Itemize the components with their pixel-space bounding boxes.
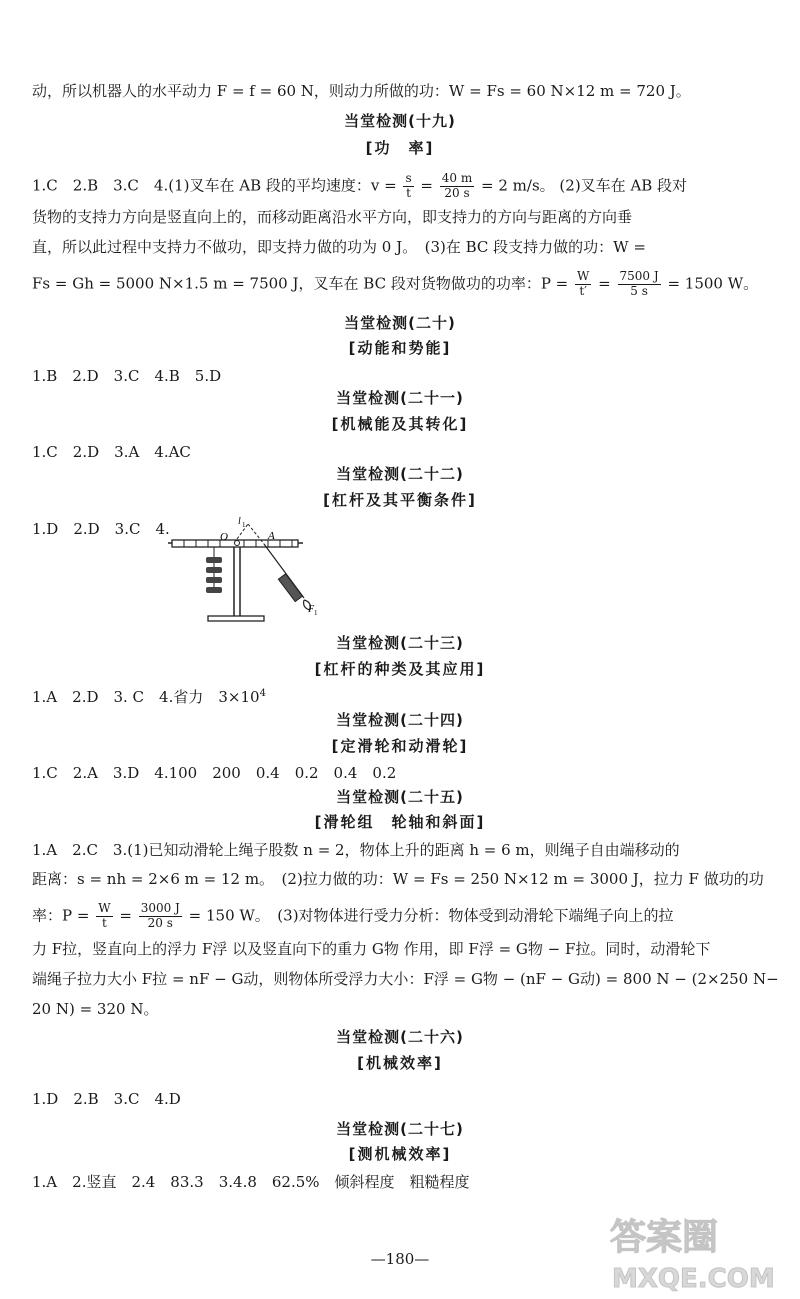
section-19-line-3: 直，所以此过程中支持力不做功，即支持力做的功为 0 J。 (3)在 BC 段支持力做的功：W = — [32, 238, 646, 256]
fraction-w-over-t — [575, 270, 591, 299]
label-a: A — [268, 530, 275, 542]
text-segment: 率：P = — [32, 906, 90, 925]
fraction-denominator: 20 s — [444, 185, 470, 200]
section-subtitle-24: [定滑轮和动滑轮] — [331, 737, 469, 755]
section-title-19: 当堂检测(十九) — [344, 112, 456, 130]
label-l-sub: 1 — [242, 521, 246, 529]
fraction-3000j-over-20s — [139, 902, 182, 931]
svg-text:MXQE.COM: MXQE.COM — [612, 1264, 775, 1294]
section-subtitle-23: [杠杆的种类及其应用] — [314, 660, 486, 678]
text-segment: = 150 W。 (3)对物体进行受力分析：物体受到动滑轮下端绳子向上的拉 — [188, 906, 674, 925]
fraction-denominator: t — [101, 915, 107, 930]
text-segment: 1.C 2.B 3.C 4.(1)叉车在 AB 段的平均速度：v = — [32, 176, 397, 195]
fraction-40m-over-20s — [440, 172, 474, 201]
lever-diagram — [168, 512, 338, 627]
section-19-line-4 — [32, 270, 760, 299]
section-24-answers: 1.C 2.A 3.D 4.100 200 0.4 0.2 0.4 0.2 — [32, 764, 397, 782]
section-19-line-1 — [32, 172, 760, 201]
section-title-22: 当堂检测(二十二) — [336, 465, 464, 483]
equals-sign: = — [598, 274, 611, 293]
fraction-denominator: t — [406, 185, 411, 200]
section-subtitle-19: [功 率] — [365, 139, 435, 157]
section-26-answers: 1.D 2.B 3.C 4.D — [32, 1090, 181, 1108]
section-title-21: 当堂检测(二十一) — [336, 389, 464, 407]
text-segment: = 2 m/s。 (2)叉车在 AB 段对 — [481, 176, 688, 195]
section-25-line-1: 1.A 2.C 3.(1)已知动滑轮上绳子股数 n = 2，物体上升的距离 h = 6 m，则绳子自由端移动的 — [32, 841, 680, 859]
fraction-numerator: s — [405, 171, 412, 185]
fraction-denominator: t′ — [579, 283, 587, 298]
page-number: —180— — [370, 1250, 430, 1268]
label-f: F — [308, 604, 315, 615]
section-subtitle-21: [机械能及其转化] — [331, 415, 469, 433]
fraction-denominator: 5 s — [630, 283, 648, 298]
section-25-line-4: 力 F拉，竖直向上的浮力 F浮 以及竖直向下的重力 G物 作用，即 F浮 = G物 − F拉。同时，动滑轮下 — [32, 940, 711, 958]
fraction-7500j-over-5s — [618, 270, 661, 299]
section-subtitle-26: [机械效率] — [357, 1054, 443, 1072]
section-subtitle-22: [杠杆及其平衡条件] — [323, 491, 477, 509]
pivot-point — [235, 541, 240, 546]
text-segment: Fs = Gh = 5000 N×1.5 m = 7500 J，叉车在 BC 段对货物做功的功率：P = — [32, 274, 569, 293]
fraction-w-over-t — [96, 902, 112, 931]
equals-sign: = — [420, 176, 433, 195]
spring-scale — [278, 574, 302, 602]
fraction-numerator: W — [98, 901, 111, 915]
continued-answer-line: 动，所以机器人的水平动力 F = f = 60 N，则动力所做的功：W = Fs = 60 N×12 m = 720 J。 — [32, 82, 691, 100]
section-21-answers: 1.C 2.D 3.A 4.AC — [32, 443, 191, 461]
fraction-numerator: 3000 J — [140, 901, 180, 915]
section-20-answers: 1.B 2.D 3.C 4.B 5.D — [32, 367, 222, 385]
section-25-line-3 — [32, 902, 760, 931]
section-23-answers — [32, 689, 760, 705]
section-25-line-2: 距离：s = nh = 2×6 m = 12 m。 (2)拉力做的功：W = Fs = 250 N×12 m = 3000 J，拉力 F 做功的功 — [32, 870, 764, 888]
section-27-answers: 1.A 2.竖直 2.4 83.3 3.4.8 62.5% 倾斜程度 粗糙程度 — [32, 1173, 470, 1191]
section-title-23: 当堂检测(二十三) — [336, 634, 464, 652]
fraction-numerator: 40 m — [441, 171, 473, 185]
equals-sign: = — [119, 906, 132, 925]
watermark-logo — [602, 1205, 782, 1295]
fraction-numerator: W — [577, 269, 590, 283]
text-segment: = 1500 W。 — [667, 274, 759, 293]
section-25-line-5: 端绳子拉力大小 F拉 = nF − G动，则物体所受浮力大小：F浮 = G物 − (nF − G动) = 800 N − (2×250 N− — [32, 970, 779, 988]
section-subtitle-20: [动能和势能] — [348, 339, 452, 357]
label-l: l — [238, 516, 241, 527]
section-subtitle-25: [滑轮组 轮轴和斜面] — [314, 813, 486, 831]
label-o: O — [220, 531, 228, 543]
section-title-20: 当堂检测(二十) — [344, 314, 456, 332]
fraction-denominator: 20 s — [147, 915, 173, 930]
svg-text:答案圈: 答案圈 — [610, 1217, 719, 1258]
fraction-s-over-t — [403, 172, 413, 201]
exponent: 4 — [259, 688, 266, 699]
section-title-27: 当堂检测(二十七) — [336, 1120, 464, 1138]
label-f-sub: 1 — [314, 609, 318, 617]
section-title-25: 当堂检测(二十五) — [336, 788, 464, 806]
section-title-26: 当堂检测(二十六) — [336, 1028, 464, 1046]
fraction-numerator: 7500 J — [619, 269, 659, 283]
section-19-line-2: 货物的支持力方向是竖直向上的，而移动距离沿水平方向，即支持力的方向与距离的方向垂 — [32, 208, 633, 226]
text-segment: 1.A 2.D 3. C 4.省力 3×10 — [32, 688, 260, 706]
section-22-answers: 1.D 2.D 3.C 4. — [32, 520, 170, 538]
stand-base — [208, 616, 264, 621]
section-25-line-6: 20 N) = 320 N。 — [32, 1000, 159, 1018]
section-subtitle-27: [测机械效率] — [348, 1145, 452, 1163]
section-title-24: 当堂检测(二十四) — [336, 711, 464, 729]
